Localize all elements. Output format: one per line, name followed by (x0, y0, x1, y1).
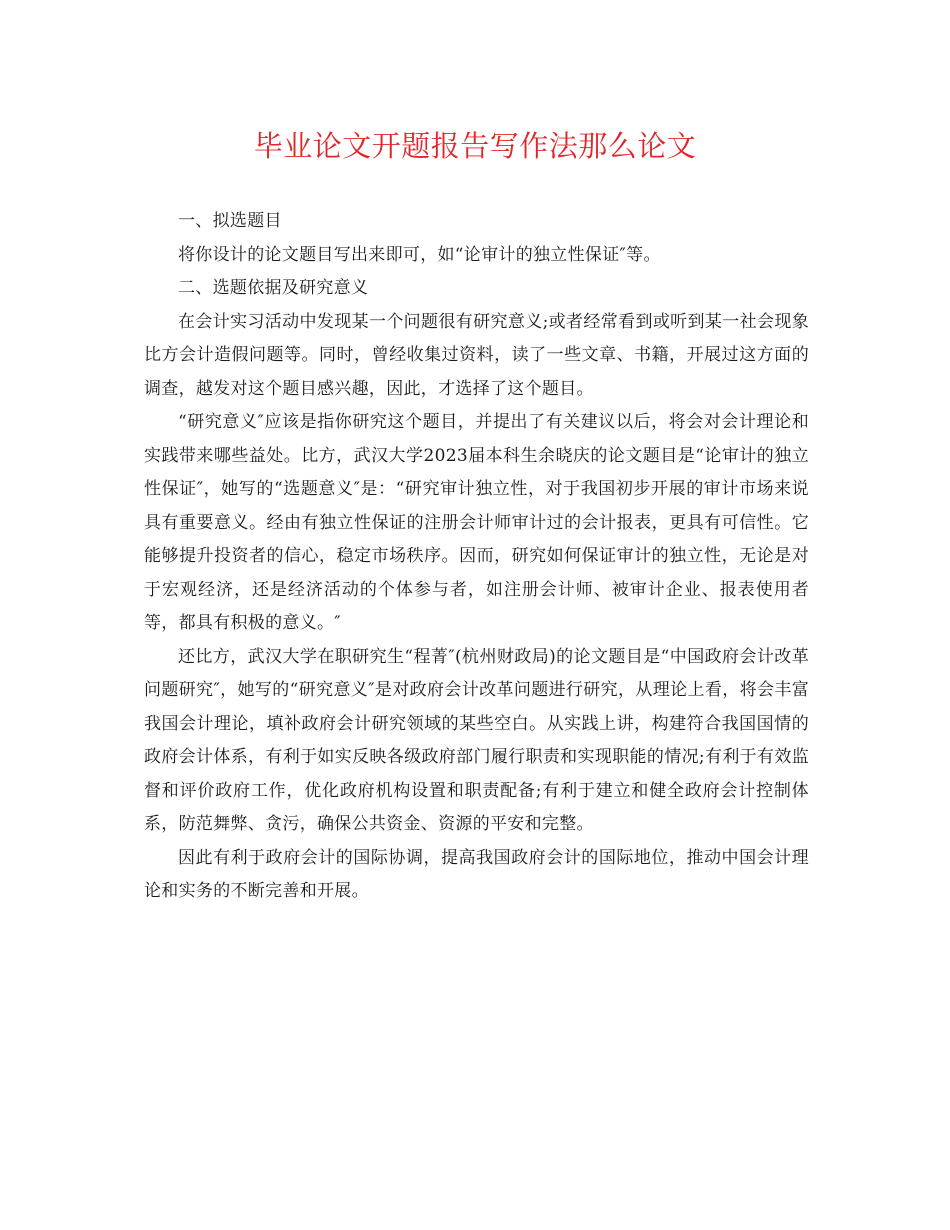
paragraph: 将你设计的论文题目写出来即可，如“论审计的独立性保证″等。 (178, 244, 661, 265)
paragraph: 还比方，武汉大学在职研究生“程菁″(杭州财政局)的论文题目是“中国政府会计改革问题研究″，她写的“研究意义″是对政府会计改革问题进行研究，从理论上看，将会丰富我国会计理论，填补政府会计研究领域的某些空白。从实践上讲，构建符合我国国情的政府会计体系，有利于如实反映各级政府部门履行职责和实现职能的情况;有利于有效监督和评价政府工作，优化政府机构设置和职责配备;有利于建立和健全政府会计控制体系，防范舞弊、贪污，确保公共资金、资源的平安和完整。 (144, 646, 809, 834)
paragraph: “研究意义″应该是指你研究这个题目，并提出了有关建议以后，将会对会计理论和实践带来哪些益处。比方，武汉大学2023届本科生余晓庆的论文题目是“论审计的独立性保证″，她写的“选题意义″是：“研究审计独立性，对于我国初步开展的审计市场来说具有重要意义。经由有独立性保证的注册会计师审计过的会计报表，更具有可信性。它能够提升投资者的信心，稳定市场秩序。因而，研究如何保证审计的独立性，无论是对于宏观经济，还是经济活动的个体参与者，如注册会计师、被审计企业、报表使用者等，都具有积极的意义。″ (144, 412, 809, 633)
heading-section-1: 一、拟选题目 (178, 211, 282, 231)
heading-section-2: 二、选题依据及研究意义 (178, 278, 369, 298)
document-title: 毕业论文开题报告写作法那么论文 (253, 129, 697, 163)
document-body (144, 205, 809, 909)
paragraph: 在会计实习活动中发现某一个问题很有研究意义;或者经常看到或听到某一社会现象比方会计造假问题等。同时，曾经收集过资料，读了一些文章、书籍，开展过这方面的调查，越发对这个题目感兴趣，因此，才选择了这个题目。 (144, 311, 809, 399)
paragraph: 因此有利于政府会计的国际协调，提高我国政府会计的国际地位，推动中国会计理论和实务的不断完善和开展。 (144, 847, 809, 901)
